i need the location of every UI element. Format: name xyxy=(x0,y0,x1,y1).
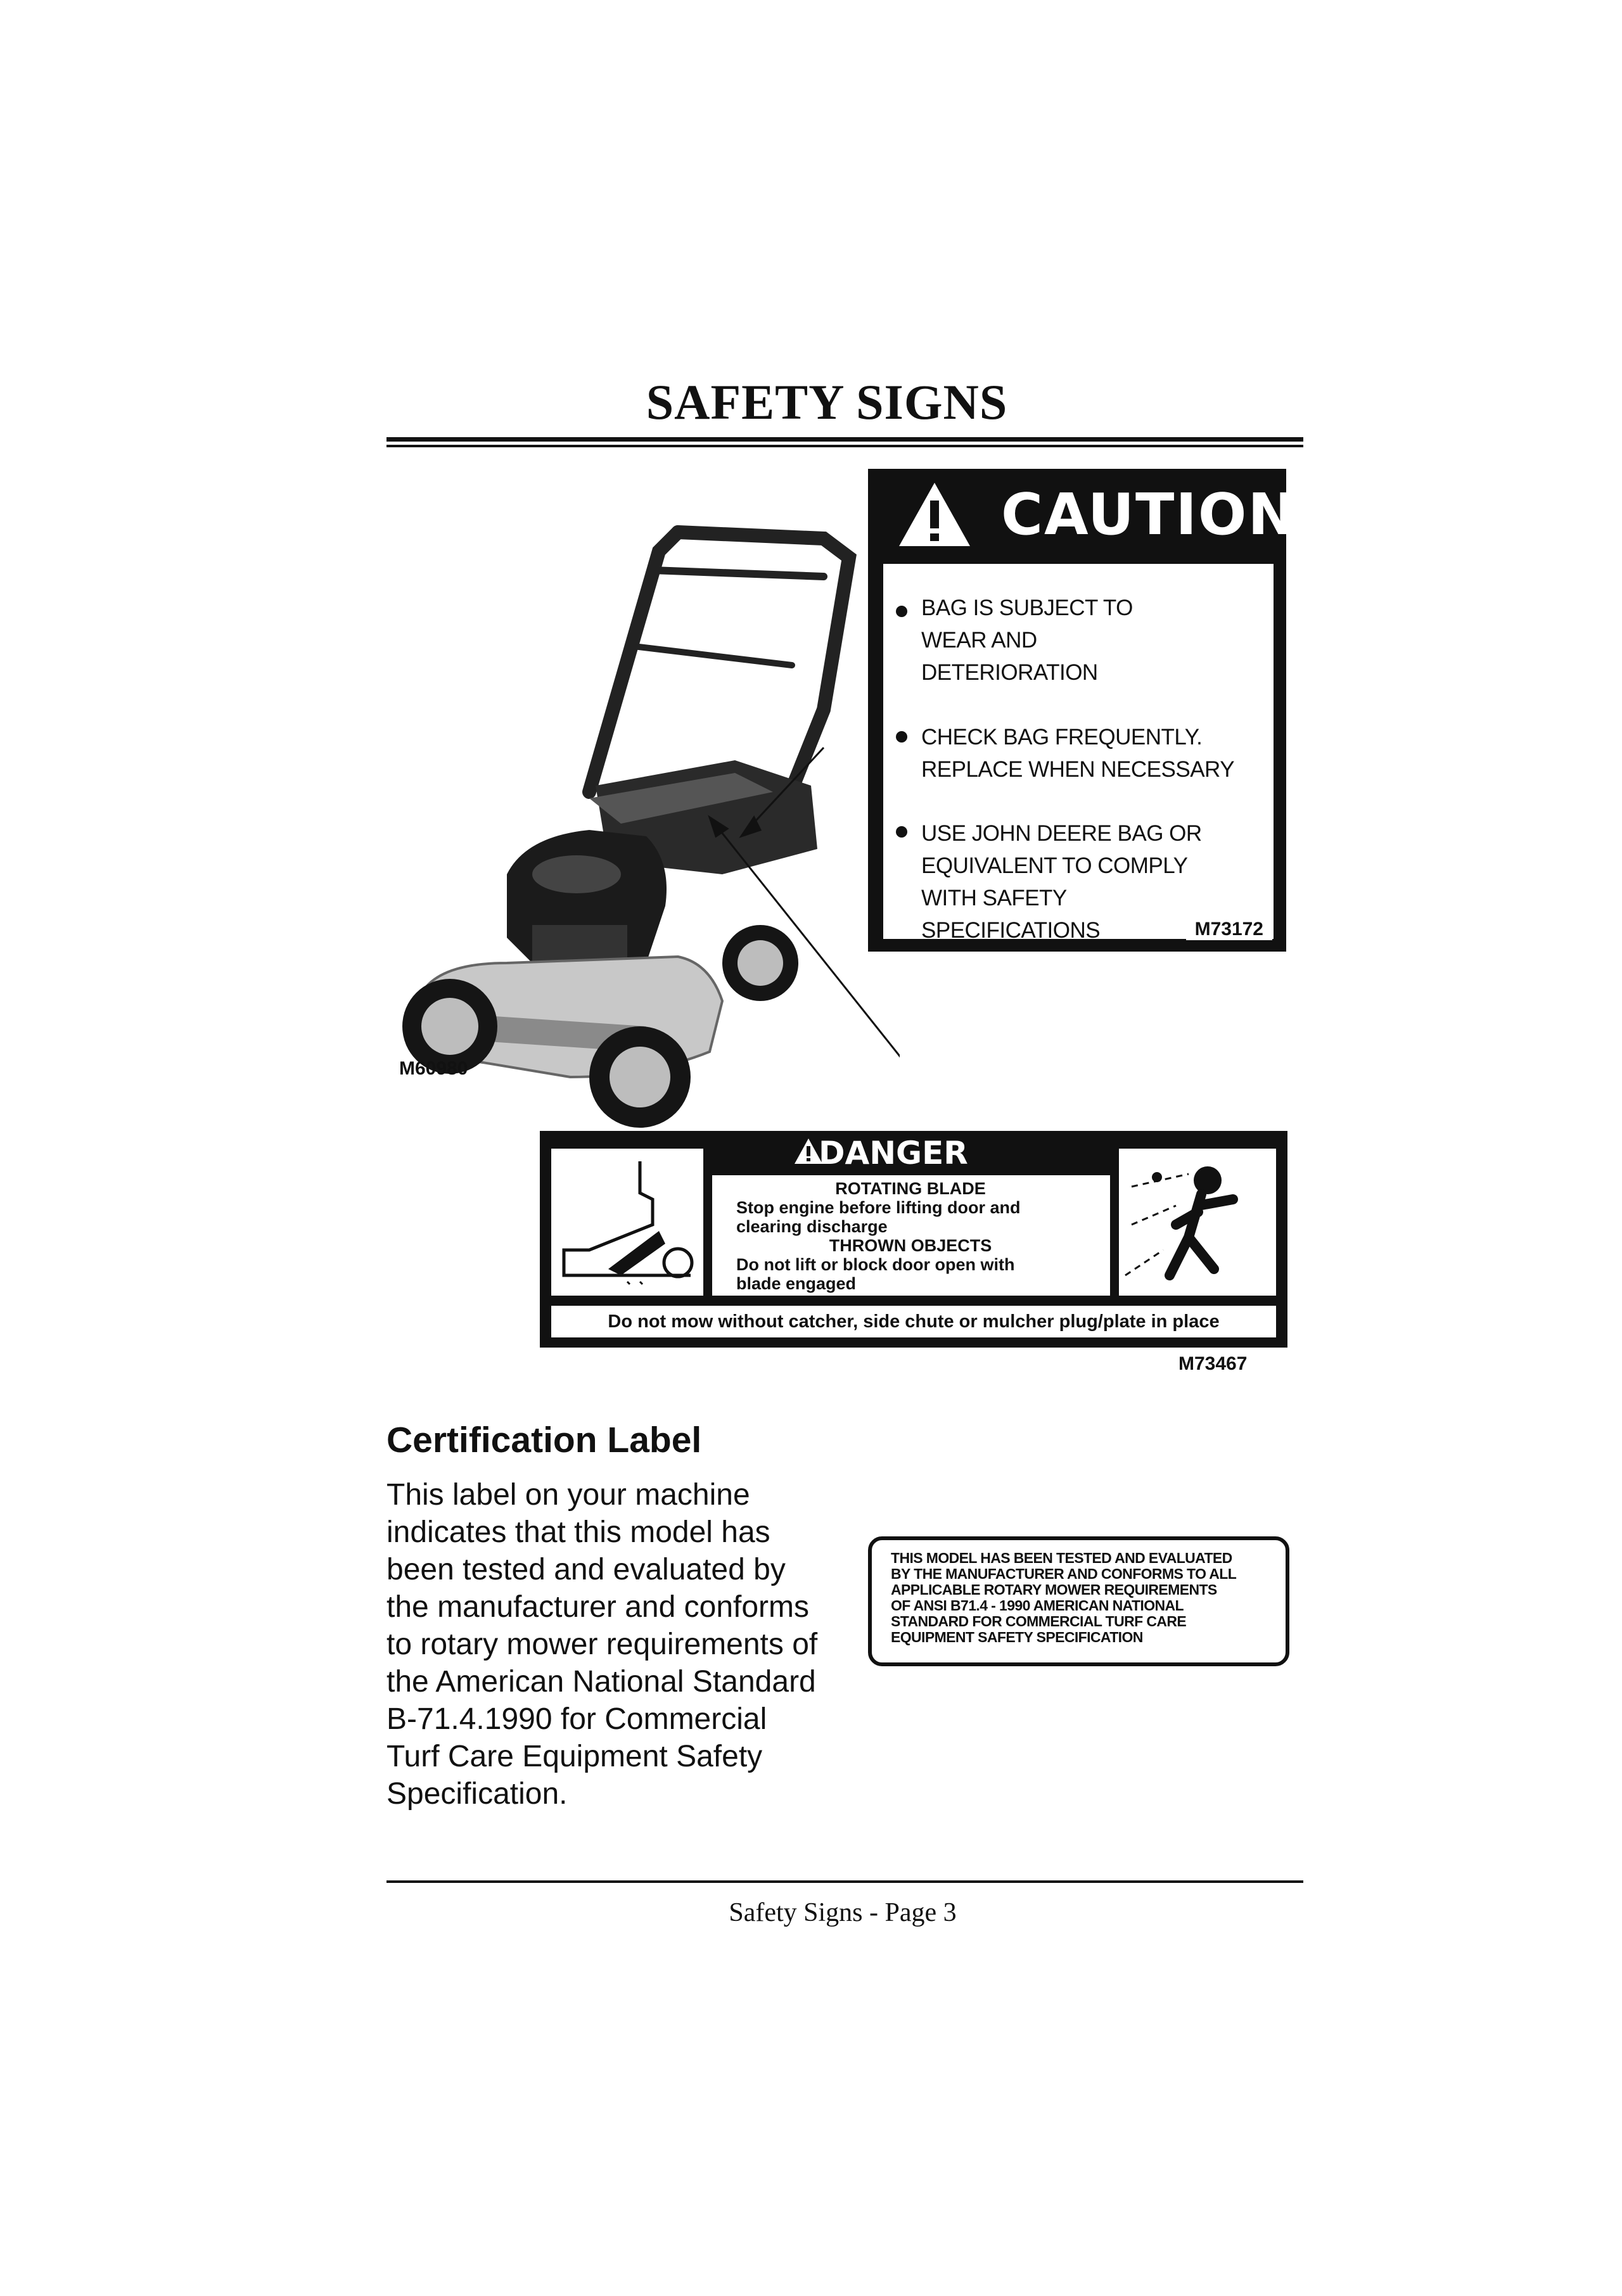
page-footer: Safety Signs - Page 3 xyxy=(729,1898,957,1927)
thrown-objects-pictogram xyxy=(1119,1149,1276,1296)
title-rule-bottom xyxy=(386,445,1303,447)
certification-label-text: THIS MODEL HAS BEEN TESTED AND EVALUATED BY THE MANUFACTURER AND CONFORMS TO ALL APPLICABLE ROTARY MOWER REQUIREMENTS OF ANSI B71.4 - 1990 AMERICAN NATIONAL STANDARD FOR COMMERCIAL TURF CARE EQUIPMENT SAFETY SPECIFICATION xyxy=(891,1550,1237,1645)
caution-body xyxy=(883,564,1274,943)
person-hit-icon xyxy=(1119,1149,1276,1296)
danger-footer-text: Do not mow without catcher, side chute or mulcher plug/plate in place xyxy=(551,1306,1276,1337)
warning-triangle-icon xyxy=(897,480,973,549)
caution-item-3: USE JOHN DEERE BAG OR EQUIVALENT TO COMPLY WITH SAFETY SPECIFICATIONS xyxy=(921,821,1202,943)
mower-figure-code: M60980 xyxy=(399,1058,468,1079)
bullet-icon xyxy=(896,826,907,838)
certification-heading: Certification Label xyxy=(386,1420,702,1460)
bullet-icon xyxy=(896,606,907,617)
certification-body: This label on your machine indicates that this model has been tested and evaluated by the manufacturer and conforms to rotary mower requirements of the American National Standard B-71.4.1990 for Commercial Turf Care Equipment Safety Specification. xyxy=(386,1478,818,1811)
caution-sign-code: M73172 xyxy=(1186,916,1272,940)
caution-title: CAUTION xyxy=(1001,482,1297,548)
caution-item-2: CHECK BAG FREQUENTLY. REPLACE WHEN NECESSARY xyxy=(921,725,1235,782)
bullet-icon xyxy=(896,731,907,743)
danger-sign xyxy=(540,1131,1287,1348)
mower-engine xyxy=(507,830,667,976)
certification-label xyxy=(868,1536,1289,1666)
page-title: SAFETY SIGNS xyxy=(646,374,1008,430)
footer-rule xyxy=(386,1880,1303,1883)
hand-blade-icon xyxy=(551,1149,703,1296)
caution-sign xyxy=(868,469,1297,952)
lawn-mower-illustration xyxy=(380,520,900,1128)
danger-title: DANGER xyxy=(819,1135,968,1171)
caution-item-1: BAG IS SUBJECT TO WEAR AND DETERIORATION xyxy=(921,596,1133,685)
danger-text: ROTATING BLADE Stop engine before lifting door and clearing discharge THROWN OBJECTS Do not lift or block door open with blade engaged xyxy=(736,1179,1021,1293)
caution-header xyxy=(868,469,1297,564)
danger-sign-code: M73467 xyxy=(1178,1353,1248,1374)
blade-pictogram xyxy=(551,1149,703,1296)
title-rule-top xyxy=(386,437,1303,442)
